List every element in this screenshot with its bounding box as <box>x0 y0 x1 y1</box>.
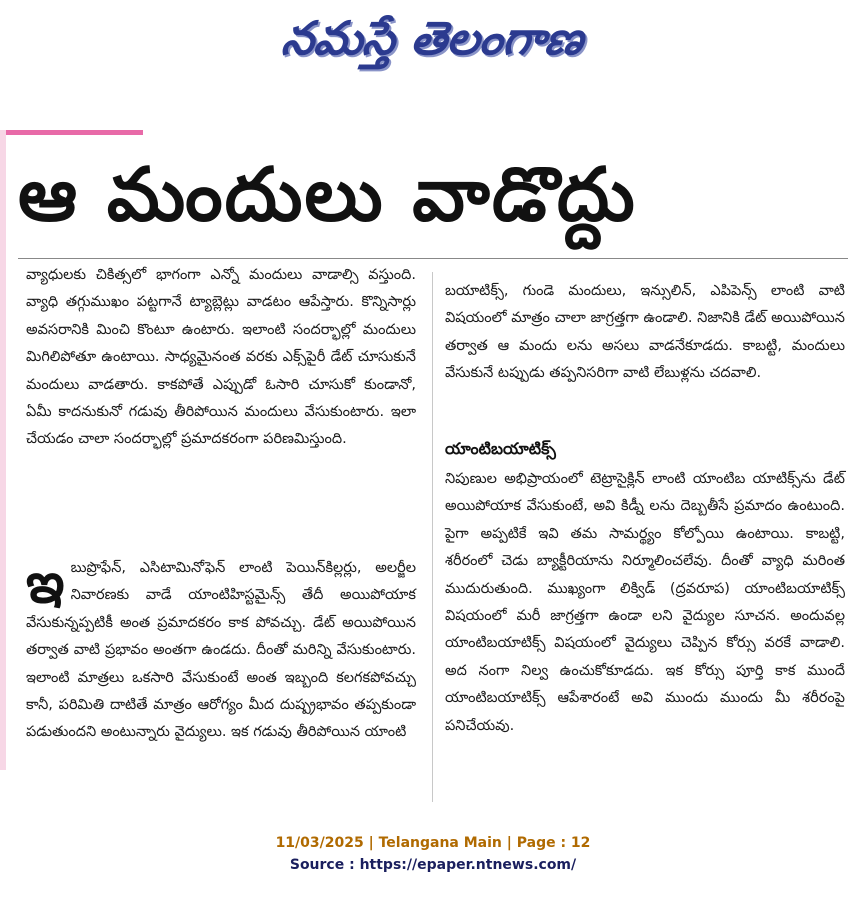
masthead-title: నమస్తే తెలంగాణ <box>279 11 587 65</box>
headline-divider <box>18 258 848 259</box>
article-column-right-top <box>445 278 845 388</box>
accent-bar <box>0 130 143 135</box>
drop-cap: ఇ <box>26 551 65 616</box>
article-column-left-top <box>26 262 416 454</box>
body-paragraph-2: బుప్రొఫేన్, ఎసిటామినోఫెన్ లాంటి పెయిన్‌కిల్లర్లు, అలర్జీల నివారణకు వాడే యాంటిహిస్టమైన్స్ తేదీ అయిపోయాక వేసుకున్నప్పటికీ అంత ప్రమాదకరం కాక పోవచ్చు. డేట్ అయిపోయిన తర్వాత వాటి ప్రభావం అంతగా ఉండదు. దీంతో మరిన్ని వేసుకుంటారు. ఇలాంటి మాత్రలు ఒకసారి వేసుకుంటే అంత ఇబ్బంది కలగకపోవచ్చు కానీ, పరిమితి దాటితే మాత్రం ఆరోగ్యం మీద దుష్ప్రభావం తప్పకుండా పడుతుందని అంటున్నారు వైద్యులు. ఇక గడువు తీరిపోయిన యాంటి <box>26 560 416 741</box>
column-divider <box>432 272 433 802</box>
newspaper-masthead <box>0 0 866 78</box>
article-column-right-bottom <box>445 466 845 740</box>
footer-date-line: 11/03/2025 | Telangana Main | Page : 12 <box>275 835 591 851</box>
accent-side-bar <box>0 130 6 770</box>
body-paragraph-1: వ్యాధులకు చికిత్సలో భాగంగా ఎన్నో మందులు వాడాల్సి వస్తుంది. వ్యాధి తగ్గుముఖం పట్టగానే ట్యాబ్లెట్లు వాడటం ఆపేస్తారు. కొన్నిసార్లు అవసరానికి మించి కొంటూ ఉంటారు. ఇలాంటి సందర్భాల్లో మందులు మిగిలిపోతూ ఉంటాయి. సాధ్యమైనంత వరకు ఎక్స్‌పైరీ డేట్ చూసుకునే మందులు వాడతారు. కాకపోతే ఎప్పుడో ఓసారి చూసుకో కుండానో, ఏమీ కాదనుకునో గడువు తీరిపోయిన మందులు వేసుకుంటారు. ఇలా చేయడం చాలా సందర్భాల్లో ప్రమాదకరంగా పరిణమిస్తుంది. <box>26 267 416 448</box>
page-footer <box>0 832 866 876</box>
article-column-left-bottom <box>26 551 416 747</box>
section-subheading: యాంటిబయాటిక్స్ <box>445 439 556 458</box>
footer-source-line: Source : https://epaper.ntnews.com/ <box>289 857 577 873</box>
article-headline: ఆ మందులు వాడొద్దు <box>18 152 637 238</box>
body-paragraph-3: బయాటిక్స్, గుండె మందులు, ఇన్సులిన్, ఎపిపెన్స్ లాంటి వాటి విషయంలో మాత్రం చాలా జాగ్రత్తగా ఉండాలి. నిజానికి డేట్ అయిపోయిన తర్వాత ఆ మందు లను అసలు వాడనేకూడదు. కాబట్టి, మందులు వేసుకునే టప్పుడు తప్పనిసరిగా వాటి లేబుళ్లను చదవాలి. <box>445 283 845 382</box>
body-paragraph-4: నిపుణుల అభిప్రాయంలో టెట్రాసైక్లిన్ లాంటి యాంటిబ యాటిక్స్‌ను డేట్ అయిపోయాక వేసుకుంటే, అవి కిడ్నీ లను దెబ్బతీసే ప్రమాదం ఉంటుంది. పైగా అప్పటికే ఇవి తమ సామర్థ్యం కోల్పోయి ఉంటాయి. కాబట్టి, శరీరంలో చెడు బ్యాక్టీరియాను నిర్మూలించలేవు. దీంతో వ్యాధి మరింత ముదురుతుంది. ముఖ్యంగా లిక్విడ్ (ద్రవరూప) యాంటిబయాటిక్స్ విషయంలో మరీ జాగ్రత్తగా ఉండా లని వైద్యుల సూచన. అందువల్ల యాంటిబయాటిక్స్ విషయంలో వైద్యులు చెప్పిన కోర్సు వరకే వాడాలి. అద నంగా నిల్వ ఉంచుకోకూడదు. ఇక కోర్సు పూర్తి కాక ముందే యాంటిబయాటిక్స్ ఆపేశారంటే అవి ముందు ముందు మీ శరీరంపై పనిచేయవు. <box>445 471 845 734</box>
